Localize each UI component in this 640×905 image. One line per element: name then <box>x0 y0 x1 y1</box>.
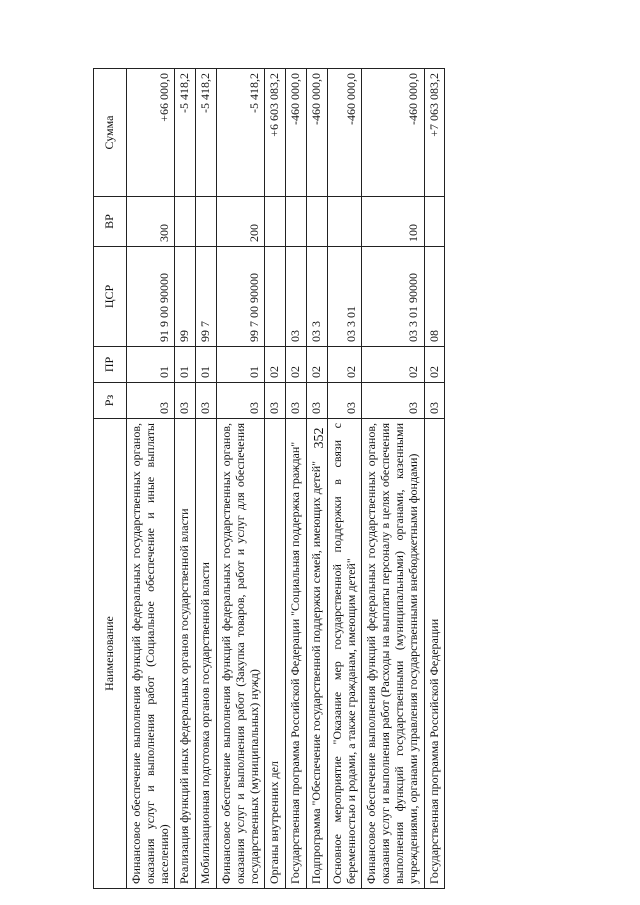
row-rz: 03 <box>306 383 327 419</box>
header-rz: Рз <box>94 383 127 419</box>
row-pr: 01 <box>216 347 264 383</box>
table-row <box>424 69 445 889</box>
row-rz: 03 <box>216 383 264 419</box>
row-vr <box>196 197 217 247</box>
row-vr: 300 <box>127 197 175 247</box>
row-name: Подпрограмма "Обеспечение государственной поддержки семей, имеющих детей" <box>306 419 327 889</box>
table-body <box>127 69 445 889</box>
row-rz: 03 <box>265 383 286 419</box>
row-rz: 03 <box>286 383 307 419</box>
row-csr: 03 3 01 90000 <box>362 247 424 347</box>
table-header-row <box>94 69 127 889</box>
table-row <box>362 69 424 889</box>
row-csr <box>265 247 286 347</box>
row-sum: -5 418,2 <box>216 69 264 197</box>
budget-table-frame <box>93 69 593 889</box>
row-sum: -460 000,0 <box>362 69 424 197</box>
row-pr: 02 <box>424 347 445 383</box>
row-name: Финансовое обеспечение выполнения функций федеральных государственных органов, оказания услуг и выполнения работ (Расходы на выплаты персоналу в целях обеспечения выполнения функций государственными (муниципальными) органами, казенными учреждениями, органами управления государственными внебюджетными фондами) <box>362 419 424 889</box>
row-sum: -5 418,2 <box>175 69 196 197</box>
row-sum: -5 418,2 <box>196 69 217 197</box>
row-csr: 91 9 00 90000 <box>127 247 175 347</box>
row-sum: +66 000,0 <box>127 69 175 197</box>
row-pr: 02 <box>265 347 286 383</box>
table-row <box>175 69 196 889</box>
row-rz: 03 <box>127 383 175 419</box>
row-sum: -460 000,0 <box>306 69 327 197</box>
table-row <box>306 69 327 889</box>
row-name: Государственная программа Российской Федерации "Социальная поддержка граждан" <box>286 419 307 889</box>
row-pr: 02 <box>362 347 424 383</box>
table-row <box>196 69 217 889</box>
table-row <box>327 69 362 889</box>
row-name: Мобилизационная подготовка органов государственной власти <box>196 419 217 889</box>
row-pr: 02 <box>306 347 327 383</box>
row-csr: 03 3 01 <box>327 247 362 347</box>
table-row <box>216 69 264 889</box>
page-number: 352 <box>312 427 327 449</box>
row-pr: 01 <box>127 347 175 383</box>
table-row <box>265 69 286 889</box>
row-pr: 01 <box>175 347 196 383</box>
row-csr: 99 7 <box>196 247 217 347</box>
row-vr: 100 <box>362 197 424 247</box>
row-name: Государственная программа Российской Федерации <box>424 419 445 889</box>
row-sum: +7 063 083,2 <box>424 69 445 197</box>
row-sum: -460 000,0 <box>327 69 362 197</box>
row-name: Финансовое обеспечение выполнения функций федеральных государственных органов, оказания услуг и выполнения работ (Социальное обеспечение и иные выплаты населению) <box>127 419 175 889</box>
budget-table <box>93 68 445 889</box>
row-vr <box>286 197 307 247</box>
row-sum: -460 000,0 <box>286 69 307 197</box>
row-name: Органы внутренних дел <box>265 419 286 889</box>
row-vr <box>175 197 196 247</box>
row-csr: 03 <box>286 247 307 347</box>
row-name: Финансовое обеспечение выполнения функций федеральных государственных органов, оказания услуг и выполнения работ (Закупка товаров, работ и услуг для обеспечения государственных (муниципальных) нужд) <box>216 419 264 889</box>
row-pr: 02 <box>286 347 307 383</box>
header-csr: ЦСР <box>94 247 127 347</box>
row-vr <box>424 197 445 247</box>
row-sum: +6 603 083,2 <box>265 69 286 197</box>
row-csr: 03 3 <box>306 247 327 347</box>
row-rz: 03 <box>424 383 445 419</box>
table-row <box>127 69 175 889</box>
row-vr <box>265 197 286 247</box>
row-rz: 03 <box>327 383 362 419</box>
header-name: Наименование <box>94 419 127 889</box>
row-csr: 08 <box>424 247 445 347</box>
row-name: Основное мероприятие "Оказание мер государственной поддержки в связи с беременностью и родами, а также гражданам, имеющим детей" <box>327 419 362 889</box>
header-pr: ПР <box>94 347 127 383</box>
row-vr <box>306 197 327 247</box>
row-csr: 99 7 00 90000 <box>216 247 264 347</box>
row-rz: 03 <box>196 383 217 419</box>
row-name: Реализация функций иных федеральных органов государственной власти <box>175 419 196 889</box>
header-sum: Сумма <box>94 69 127 197</box>
row-vr <box>327 197 362 247</box>
row-vr: 200 <box>216 197 264 247</box>
row-rz: 03 <box>175 383 196 419</box>
row-csr: 99 <box>175 247 196 347</box>
row-pr: 02 <box>327 347 362 383</box>
row-pr: 01 <box>196 347 217 383</box>
header-vr: ВР <box>94 197 127 247</box>
table-row <box>286 69 307 889</box>
row-rz: 03 <box>362 383 424 419</box>
